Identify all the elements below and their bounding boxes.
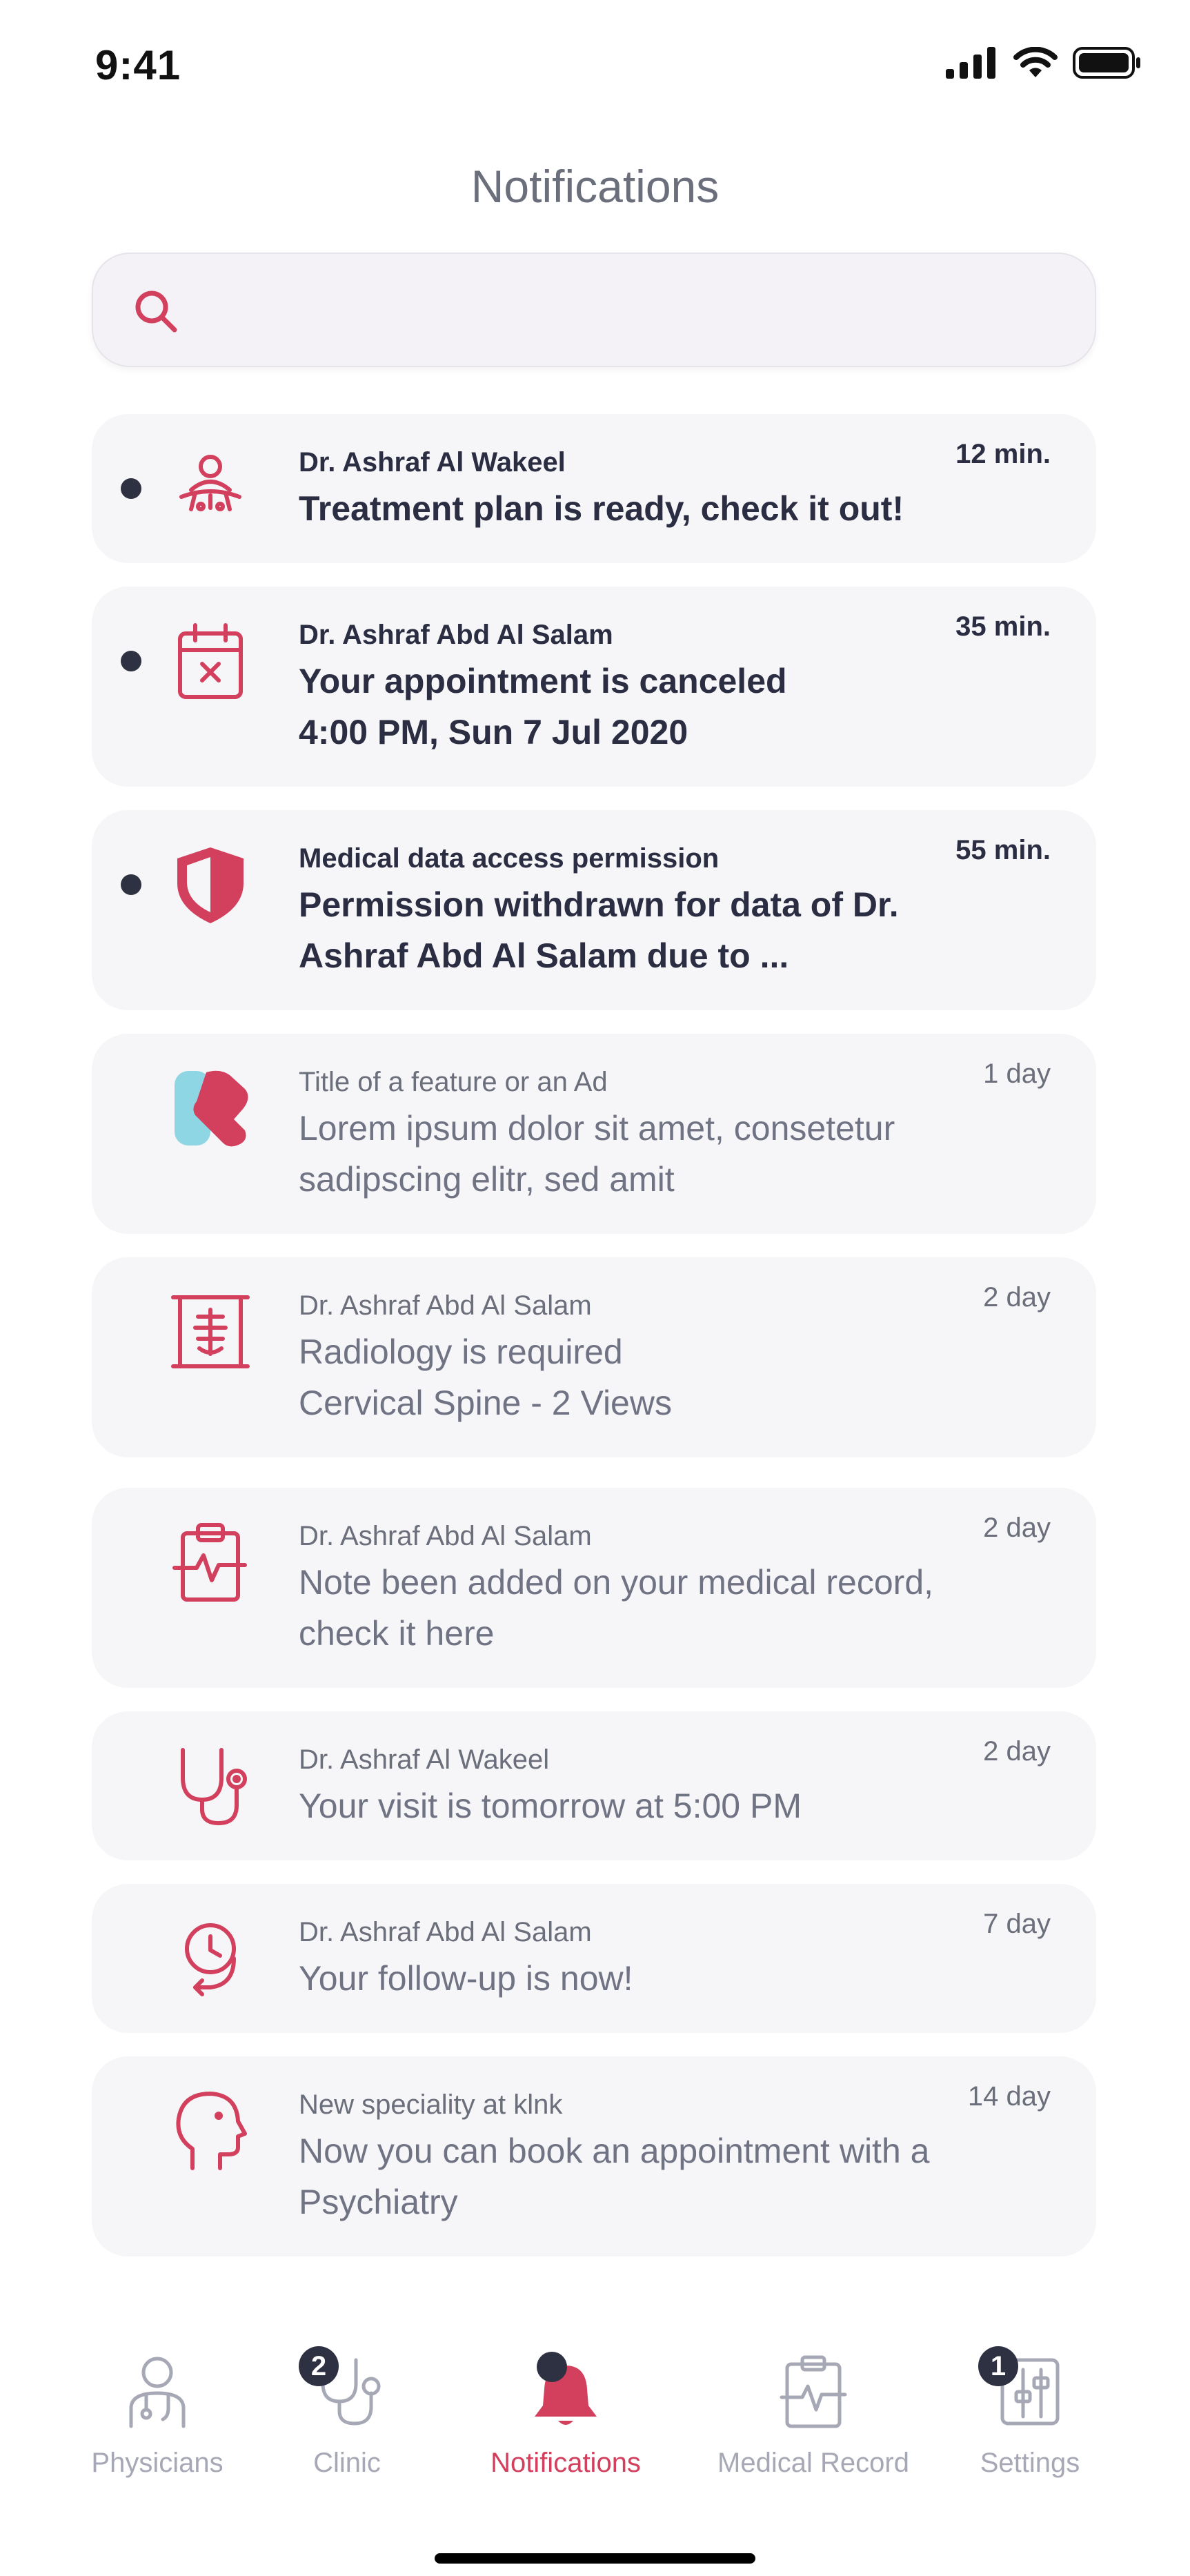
notification-sender: Dr. Ashraf Abd Al Salam <box>299 1521 592 1551</box>
notification-time: 2 day <box>983 1513 1051 1543</box>
stethoscope-icon <box>168 1743 253 1829</box>
signal-icon <box>946 47 998 79</box>
notification-card[interactable] <box>92 1884 1096 2033</box>
notification-sender: Dr. Ashraf Al Wakeel <box>299 447 566 478</box>
physician-icon <box>112 2346 202 2436</box>
notification-time: 12 min. <box>955 439 1051 469</box>
notification-message: Treatment plan is ready, check it out! <box>299 489 904 528</box>
notification-card[interactable] <box>92 810 1096 1010</box>
page-title: Notifications <box>470 161 720 212</box>
status-time: 9:41 <box>95 42 181 88</box>
calendar-cancel-icon <box>168 618 253 704</box>
notification-sender: Dr. Ashraf Abd Al Salam <box>299 1290 592 1321</box>
notification-time: 55 min. <box>955 835 1051 865</box>
notification-sender: New speciality at klnk <box>299 2090 563 2120</box>
notification-message: Radiology is required Cervical Spine - 2 Views <box>299 1333 672 1422</box>
tab-label: Settings <box>980 2448 1080 2478</box>
search-bar[interactable] <box>92 253 1096 367</box>
tab-medical-record[interactable] <box>710 2346 917 2484</box>
battery-icon <box>1073 47 1142 79</box>
follow-up-clock-icon <box>168 1916 253 2001</box>
notification-message: Note been added on your medical record, check it here <box>299 1563 934 1653</box>
notification-message: Your appointment is canceled 4:00 PM, Sun 7 Jul 2020 <box>299 662 787 751</box>
tab-settings[interactable] <box>926 2346 1133 2484</box>
notification-sender: Dr. Ashraf Abd Al Salam <box>299 620 613 650</box>
search-icon[interactable] <box>133 288 179 334</box>
bell-icon <box>521 2346 611 2436</box>
notification-card[interactable] <box>92 1034 1096 1234</box>
tab-badge: 1 <box>978 2346 1018 2386</box>
notification-message: Your visit is tomorrow at 5:00 PM <box>299 1787 802 1825</box>
shield-icon <box>168 842 253 927</box>
unread-dot <box>121 874 141 895</box>
notification-sender: Dr. Ashraf Al Wakeel <box>299 1744 550 1775</box>
notification-sender: Title of a feature or an Ad <box>299 1067 608 1097</box>
clipboard-pulse-icon <box>168 1520 253 1605</box>
notification-card[interactable] <box>92 2056 1096 2257</box>
klnk-logo-icon <box>168 1065 253 1151</box>
notification-message: Lorem ipsum dolor sit amet, consetetur sadipscing elitr, sed amit <box>299 1109 895 1199</box>
tab-clinic[interactable] <box>244 2346 450 2484</box>
status-bar <box>0 0 1190 131</box>
tab-label: Clinic <box>313 2448 381 2478</box>
notification-time: 2 day <box>983 1282 1051 1312</box>
search-input[interactable] <box>197 282 1066 340</box>
unread-dot <box>121 478 141 499</box>
notification-message: Now you can book an appointment with a Psychiatry <box>299 2132 930 2221</box>
notification-card[interactable] <box>92 414 1096 563</box>
notification-time: 2 day <box>983 1736 1051 1767</box>
notification-card[interactable] <box>92 1488 1096 1688</box>
notification-time: 7 day <box>983 1909 1051 1939</box>
notification-card[interactable] <box>92 1711 1096 1860</box>
notification-sender: Medical data access permission <box>299 843 720 874</box>
notification-card[interactable] <box>92 1257 1096 1457</box>
notification-card[interactable] <box>92 587 1096 787</box>
tab-label: Medical Record <box>717 2448 909 2478</box>
notification-dot <box>537 2352 567 2382</box>
notification-time: 14 day <box>967 2081 1051 2112</box>
tab-notifications[interactable] <box>462 2346 669 2484</box>
tab-badge: 2 <box>299 2346 339 2386</box>
head-profile-icon <box>168 2088 253 2174</box>
unread-dot <box>121 651 141 671</box>
radiology-icon <box>168 1289 253 1375</box>
tab-physicians[interactable] <box>54 2346 261 2484</box>
status-icons <box>946 47 1142 79</box>
tab-label: Notifications <box>490 2448 641 2478</box>
clipboard-pulse-icon <box>768 2346 858 2436</box>
notification-time: 35 min. <box>955 611 1051 642</box>
physician-icon <box>168 446 253 531</box>
tab-label: Physicians <box>91 2448 224 2478</box>
notification-sender: Dr. Ashraf Abd Al Salam <box>299 1917 592 1947</box>
notification-message: Your follow-up is now! <box>299 1959 633 1998</box>
wifi-icon <box>1013 47 1058 79</box>
home-indicator <box>435 2553 755 2564</box>
notification-time: 1 day <box>983 1059 1051 1089</box>
notification-message: Permission withdrawn for data of Dr. Ashraf Abd Al Salam due to ... <box>299 885 899 975</box>
tab-bar <box>0 2332 1190 2576</box>
